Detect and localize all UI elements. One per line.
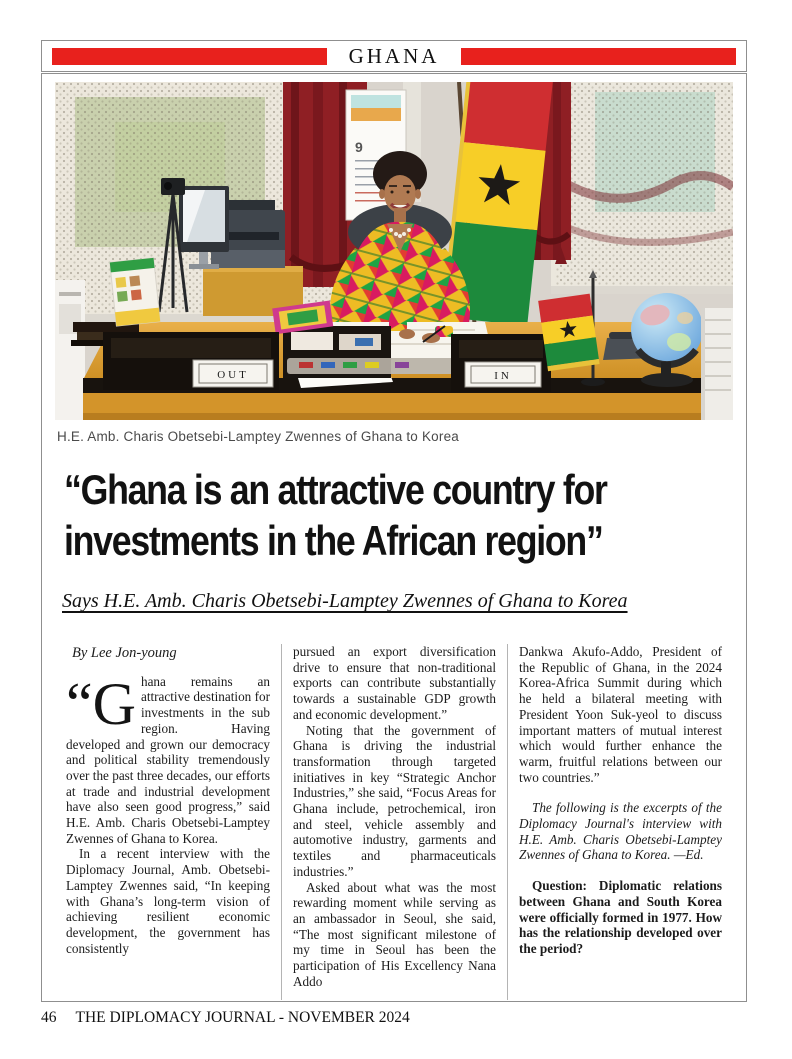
- editors-note: The following is the excerpts of the Diplomacy Journal's interview with H.E. Amb. Charis Obetsebi-Lamptey Zwennes of Ghana to Korea. —Ed.: [519, 800, 722, 863]
- paragraph: pursued an export diversification drive to ensure that non-traditional exports can contribute substantially towards a sustainable GDP growth and economic development.”: [293, 644, 496, 722]
- out-tray: [103, 332, 279, 390]
- header-rule-right: [461, 48, 736, 65]
- headline-line1: “Ghana is an attractive country for: [64, 466, 607, 513]
- radiator: [701, 308, 733, 420]
- section-header: [41, 40, 747, 72]
- out-tray-label: OUT: [217, 369, 249, 381]
- section-title: GHANA: [348, 43, 440, 68]
- dropcap: “G: [66, 670, 136, 737]
- paragraph: Noting that the government of Ghana is driving the industrial transformation through targeted initiatives in key “Strategic Anchor Industries,” she said, “Focus Areas for Ghana include, petrochemical, iron and steel, vehicle assembly and automotive industry, garments and textiles and pharmaceuticals industries.”: [293, 722, 496, 879]
- headline: [64, 464, 770, 566]
- article-frame: [41, 73, 747, 1002]
- ambassador-photo: [55, 82, 733, 420]
- journal-title: THE DIPLOMACY JOURNAL - NOVEMBER 2024: [75, 1009, 410, 1026]
- byline: By Lee Jon-young: [72, 645, 177, 661]
- calendar-month: 9: [355, 139, 363, 155]
- headline-line2: investments in the African region”: [64, 517, 603, 564]
- column-3: [507, 644, 733, 1000]
- header-rule-left: [52, 48, 327, 65]
- paragraph: In a recent interview with the Diplomacy Journal, Amb. Obetsebi-Lamptey Zwennes said, “In keeping with Ghana’s long-term vision of achieving resilient economic development, the government has consistently: [66, 846, 270, 956]
- shredder: [55, 280, 85, 420]
- right-lace-curtain: [551, 82, 733, 294]
- page-footer: [41, 1009, 747, 1027]
- column-2: [281, 644, 507, 1000]
- paragraph: Dankwa Akufo-Addo, President of the Republic of Ghana, in the 2024 Korea-Africa Summit during which he held a bilateral meeting with President Yoon Suk-yeol to discuss important matters of mutual interest which would further enhance the warm, fruitful relations between our two countries.”: [519, 644, 722, 785]
- photo-caption: H.E. Amb. Charis Obetsebi-Lamptey Zwennes of Ghana to Korea: [57, 429, 459, 444]
- paragraph: “Ghana remains an attractive destination for investments in the sub region. Having developed and grown our democracy and political stability tremendously over the past three decades, our efforts at trade and industrial development have also seen good progress,” said H.E. Amb. Charis Obetsebi-Lamptey Zwennes of Ghana to Korea.: [66, 670, 270, 846]
- pen-tray: [287, 358, 459, 374]
- subheadline: Says H.E. Amb. Charis Obetsebi-Lamptey Zwennes of Ghana to Korea: [62, 590, 628, 612]
- brochure-stand: [110, 258, 160, 326]
- paragraph: Asked about what was the most rewarding moment while serving as an ambassador in Seoul, she said, “The most significant milestone of my time in Seoul has been the participation of His Excellency Nana Addo: [293, 879, 496, 989]
- page-number: 46: [41, 1009, 57, 1026]
- interview-question: Question: Diplomatic relations between Ghana and South Korea were officially formed in 1977. How has the relationship developed over the period?: [519, 878, 722, 956]
- article-body: [55, 644, 733, 1000]
- in-tray: [451, 334, 551, 392]
- in-tray-label: IN: [494, 370, 512, 382]
- column-1: [55, 644, 281, 1000]
